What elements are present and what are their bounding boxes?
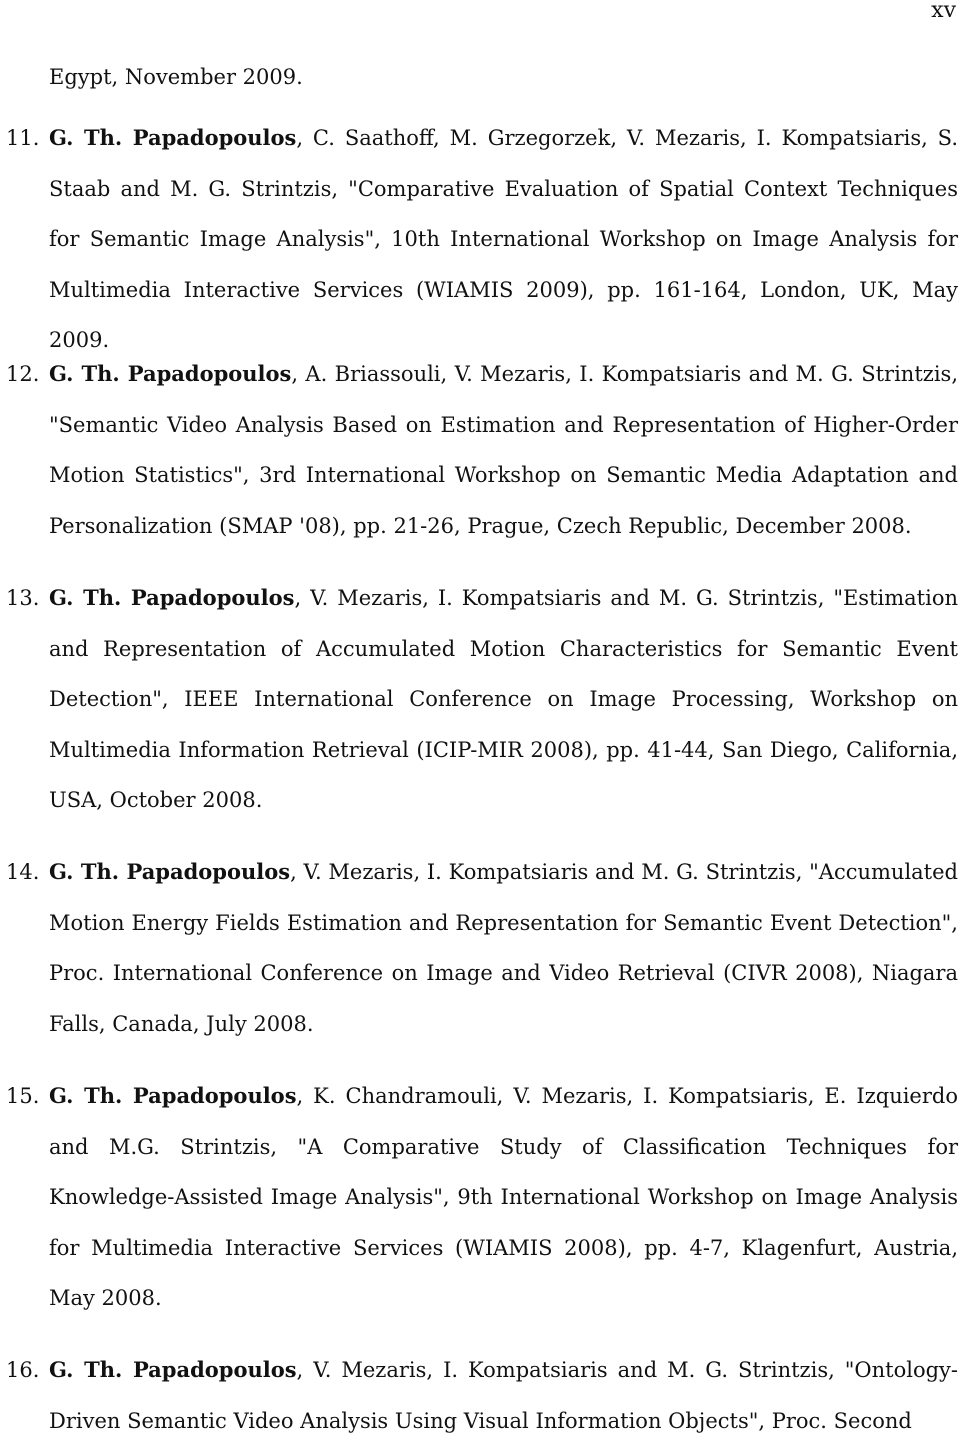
continuation-text: Egypt, November 2009. — [49, 65, 303, 89]
entry-number: 14. — [6, 860, 40, 884]
entry-citation: , V. Mezaris, I. Kompatsiaris and M. G. Strintzis, "Accumulated Motion Energy Fields Estimation and Representation for Semantic Event Detection", Proc. International Conference on Image and Video Retrieval (CIVR 2008), Niagara Falls, Canada, July 2008. — [49, 860, 958, 1036]
entry-lead-author: G. Th. Papadopoulos — [49, 125, 297, 150]
entry-lead-author: G. Th. Papadopoulos — [49, 1083, 297, 1108]
entry-citation: , K. Chandramouli, V. Mezaris, I. Kompatsiaris, E. Izquierdo and M.G. Strintzis, "A Comparative Study of Classification Techniques for Knowledge-Assisted Image Analysis", 9th International Workshop on Image Analysis for Multimedia Interactive Services (WIAMIS 2008), pp. 4-7, Klagenfurt, Austria, May 2008. — [49, 1084, 958, 1310]
entry-number: 16. — [6, 1358, 40, 1382]
reference-entry — [0, 847, 958, 1049]
entry-lead-author: G. Th. Papadopoulos — [49, 859, 291, 884]
entry-citation: , V. Mezaris, I. Kompatsiaris and M. G. Strintzis, "Estimation and Representation of Accumulated Motion Characteristics for Semantic Event Detection", IEEE International Conference on Image Processing, Workshop on Multimedia Information Retrieval (ICIP-MIR 2008), pp. 41-44, San Diego, California, USA, October 2008. — [49, 586, 958, 812]
reference-entry — [0, 573, 958, 826]
entry-number: 13. — [6, 586, 40, 610]
entry-lead-author: G. Th. Papadopoulos — [49, 361, 292, 386]
page-number: xv — [931, 0, 956, 23]
entry-number: 12. — [6, 362, 40, 386]
entry-citation: , A. Briassouli, V. Mezaris, I. Kompatsiaris and M. G. Strintzis, "Semantic Video Analysis Based on Estimation and Representation of Higher-Order Motion Statistics", 3rd International Workshop on Semantic Media Adaptation and Personalization (SMAP '08), pp. 21-26, Prague, Czech Republic, December 2008. — [49, 362, 958, 538]
entry-number: 11. — [6, 126, 40, 150]
entry-number: 15. — [6, 1084, 40, 1108]
entry-citation: , C. Saathoff, M. Grzegorzek, V. Mezaris, I. Kompatsiaris, S. Staab and M. G. Strintzis, "Comparative Evaluation of Spatial Context Techniques for Semantic Image Analysis", 10th International Workshop on Image Analysis for Multimedia Interactive Services (WIAMIS 2009), pp. 161-164, London, UK, May 2009. — [49, 126, 958, 352]
reference-entry — [0, 1345, 958, 1446]
entry-lead-author: G. Th. Papadopoulos — [49, 1357, 297, 1382]
reference-entry — [0, 113, 958, 366]
reference-entry — [0, 1071, 958, 1324]
entry-lead-author: G. Th. Papadopoulos — [49, 585, 295, 610]
entry-citation: , V. Mezaris, I. Kompatsiaris and M. G. Strintzis, "Ontology-Driven Semantic Video Analysis Using Visual Information Objects", Proc. Second — [49, 1358, 959, 1433]
reference-entry — [0, 349, 958, 551]
